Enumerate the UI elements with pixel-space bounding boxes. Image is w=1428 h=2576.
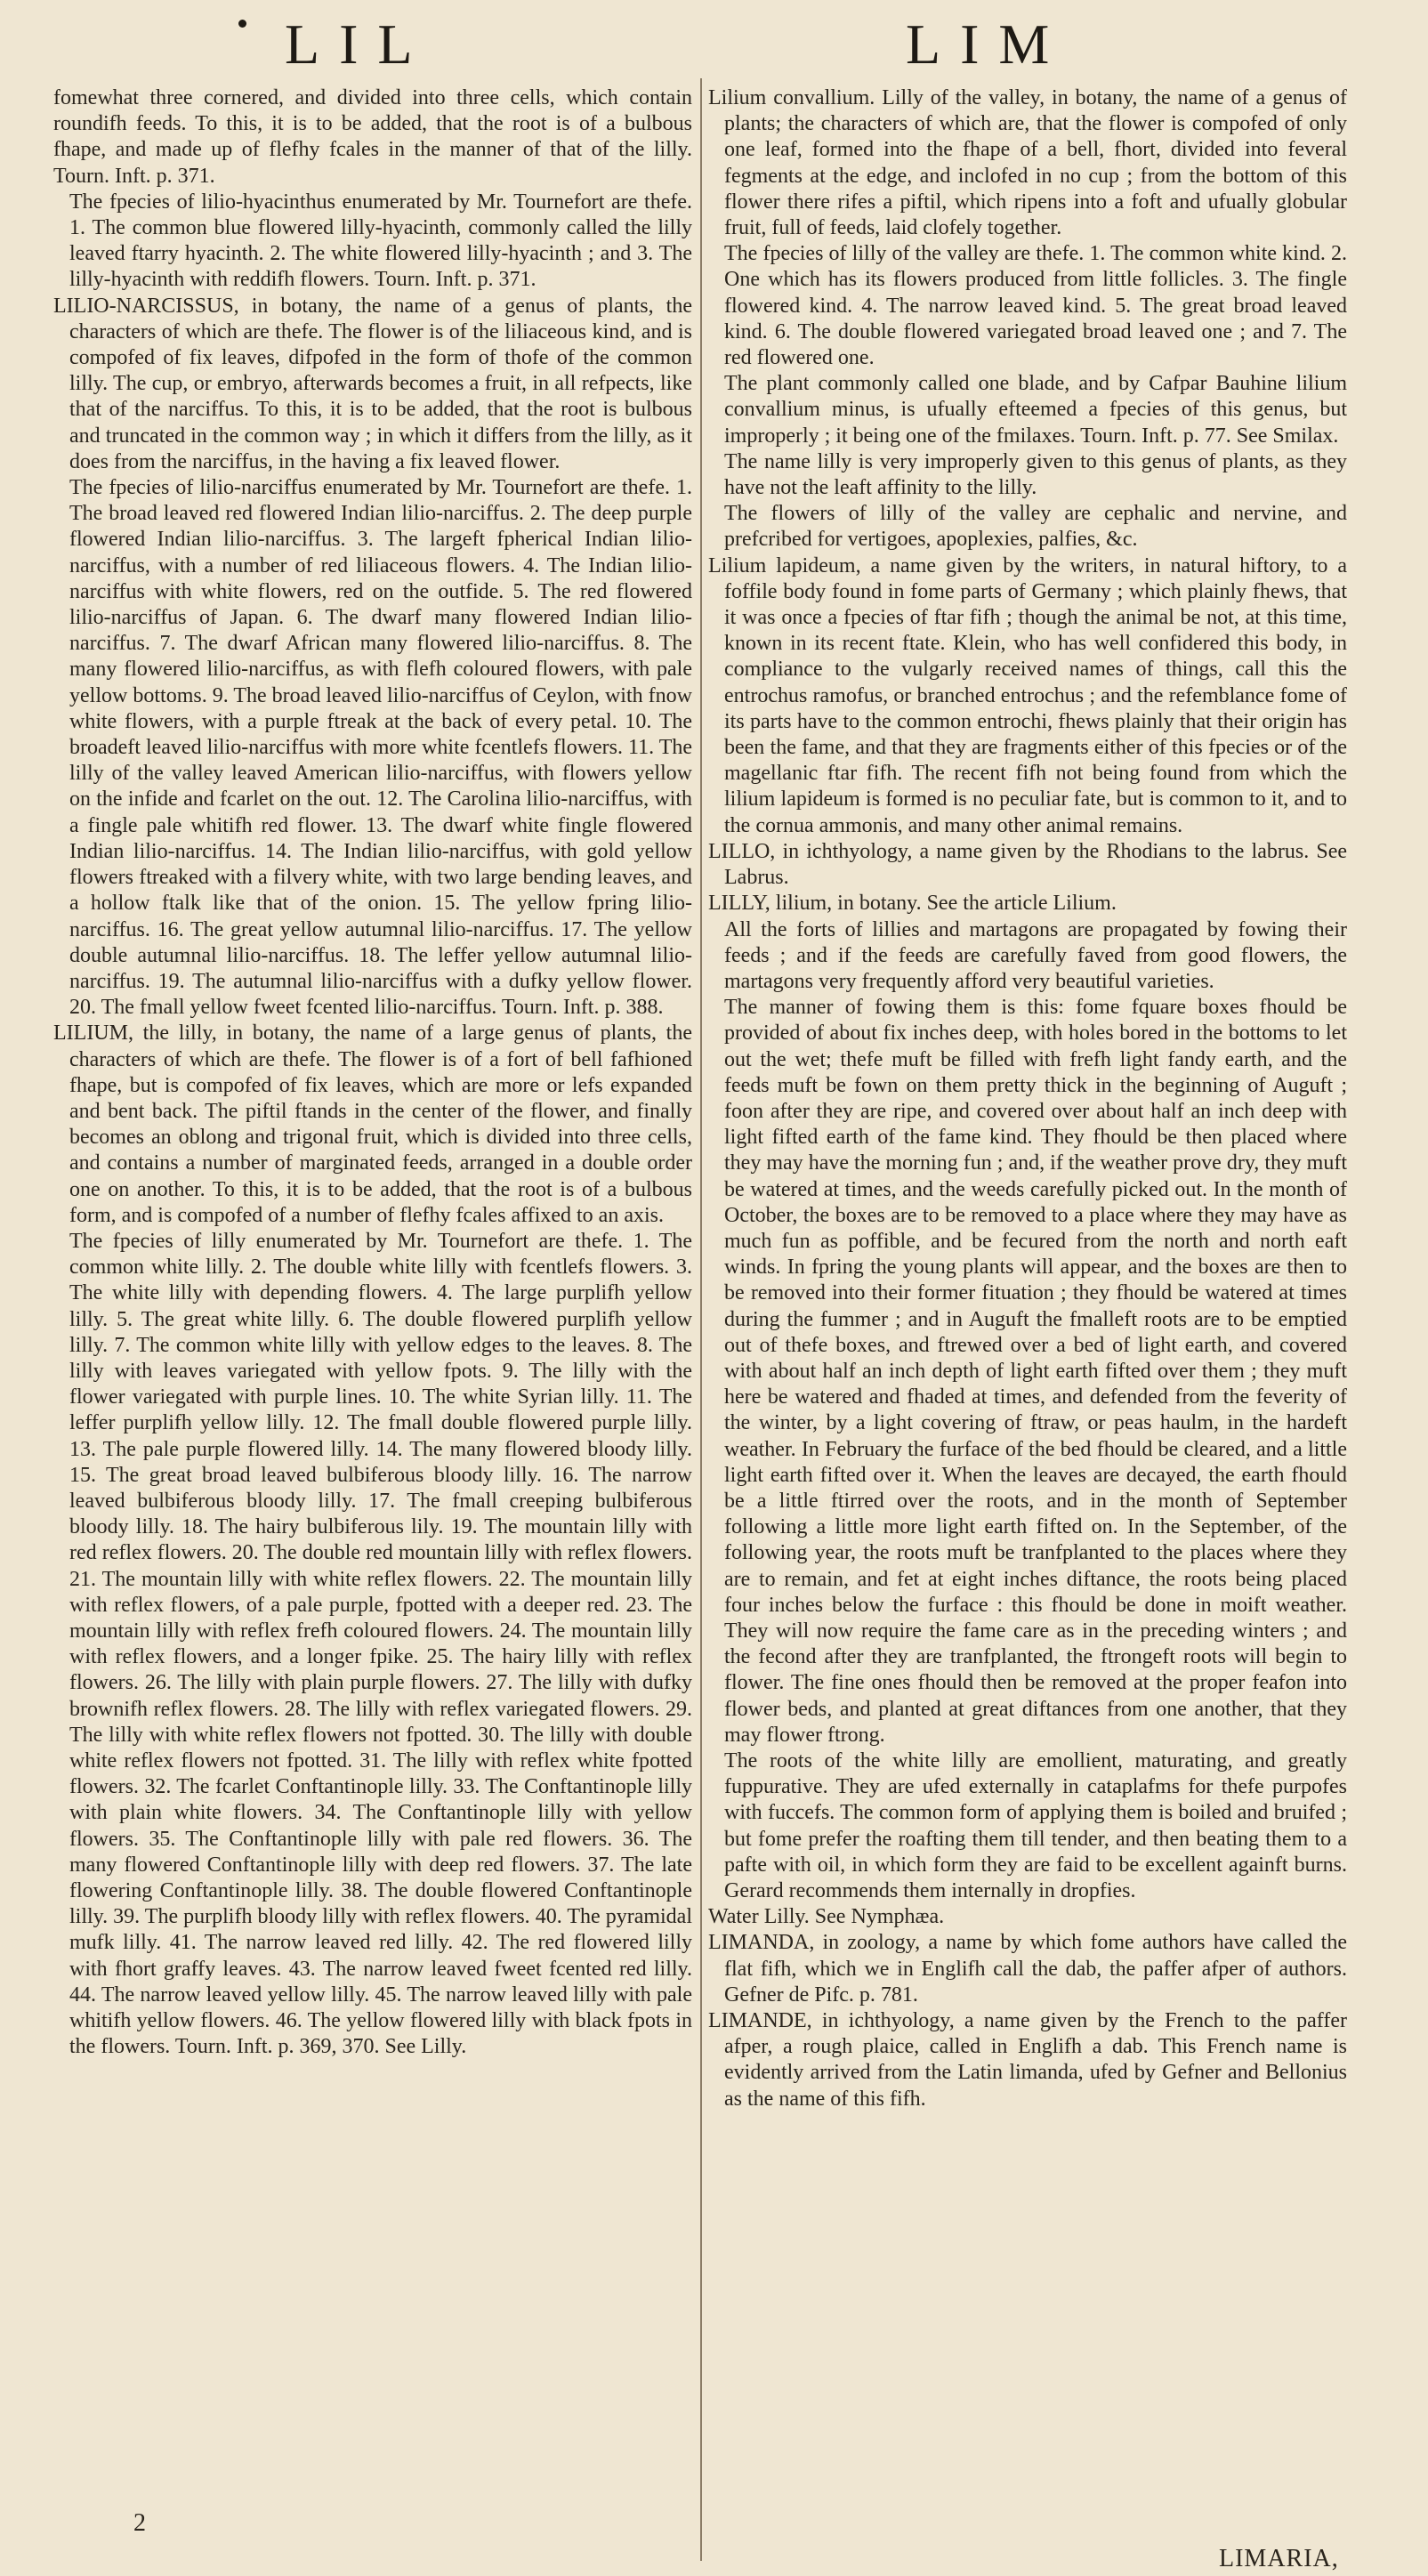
left-column	[53, 85, 692, 2479]
paragraph: The name lilly is very improperly given to this genus of plants, as they have not the leaft affinity to the lilly.	[724, 449, 1347, 500]
entry-lilio-narcissus: LILIO-NARCISSUS, in botany, the name of a genus of plants, the characters of which are thefe. The flower is of the liliaceous kind, and is compofed of fix leaves, difpofed in the form of thofe of the common lilly. The cup, or embryo, afterwards becomes a fruit, in all refpects, like that of the narciffus. To this, it is to be added, that the root is bulbous and truncated in the common way ; in which it differs from the lilly, as it does from the narciffus, in the having a fix leaved flower.	[53, 294, 692, 473]
entry-limanda: LIMANDA, in zoology, a name by which fome authors have called the flat fifh, which we in Englifh call the dab, the paffer afper of authors. Gefner de Pifc. p. 781.	[708, 1931, 1347, 2007]
paragraph: The fpecies of lilly of the valley are thefe. 1. The common white kind. 2. One which has its flowers produced from little follicles. 3. The fingle flowered kind. 4. The narrow leaved kind. 5. The great broad leaved kind. 6. The double flowered variegated broad leaved one ; and 7. The red flowered one.	[724, 242, 1347, 370]
column-divider	[700, 78, 702, 2561]
paragraph: The manner of fowing them is this: fome fquare boxes fhould be provided of about fix inches deep, with holes bored in the bottoms to let out the wet; thefe muft be filled with frefh light fandy earth, and the feeds muft be fown on them pretty thick in the beginning of Auguft ; foon after they are ripe, and covered over about half an inch deep with light fifted earth of the fame kind. They fhould be then placed where they may have the morning fun ; and, if the weather prove dry, they muft be watered at times, and the weeds carefully picked out. In the month of October, the boxes are to be removed to a place where they may have as much fun as poffible, and be fecured from the north and north eaft winds. In fpring the young plants will appear, and the boxes are then to be removed into their former fituation ; they fhould be watered at times during the fummer ; and in Auguft the fmalleft roots are to be emptied out of thefe boxes, and ftrewed over a bed of light earth, and covered with about half an inch depth of light earth fifted over them ; they muft here be watered and fhaded at times, and defended from the feverity of the winter, by a light covering of ftraw, or peas haulm, in the hardeft weather. In February the furface of the bed fhould be cleared, and a little light earth fifted over it. When the leaves are decayed, the earth fhould be a little ftirred over the roots, and in the month of September following a little more light earth fifted on. In the September, of the following year, the roots muft be tranfplanted to the places where they are to remain, and fet at eight inches diftance, the roots being placed four inches below the furface : this fhould be done in moift weather. They will now require the fame care as in the preceding winters ; and the fecond after they are tranfplanted, the ftrongeft roots will begin to flower. The fine ones fhould then be removed at the proper feafon into flower beds, and planted at great diftances from one another, that they may flower ftrong.	[724, 996, 1347, 1747]
entry-limande: LIMANDE, in ichthyology, a name given by the French to the paffer afper, a rough plaice, called in Englifh a dab. This French name is evidently arrived from the Latin limanda, ufed by Gefner and Bellonius as the name of this fifh.	[708, 2009, 1347, 2111]
paragraph: The flowers of lilly of the valley are cephalic and nervine, and prefcribed for vertigoes, apoplexies, palfies, &c.	[724, 502, 1347, 552]
entry-lilium-convallium: Lilium convallium. Lilly of the valley, in botany, the name of a genus of plants; the characters of which are, that the flower is compofed of only one leaf, formed into the fhape of a bell, fhort, divided into feveral fegments at the edge, and inclofed in no cup ; from the bottom of this flower there rifes a piftil, which ripens into a foft and ufually globular fruit, full of feeds, laid clofely together.	[708, 86, 1347, 240]
entry-water-lilly: Water Lilly. See Nymphæa.	[708, 1905, 945, 1929]
entry-lilium: LILIUM, the lilly, in botany, the name of a large genus of plants, the characters of which are thefe. The flower is of a fort of bell fafhioned fhape, but is compofed of fix leaves, which are more or lefs expanded and bent back. The piftil ftands in the center of the flower, and finally becomes an oblong and trigonal fruit, which is divided into three cells, and contains a number of marginated feeds, arranged in a double order one on another. To this, it is to be added, that the root is of a bulbous form, and is compofed of a number of flefhy fcales affixed to an axis.	[53, 1022, 692, 1227]
paragraph: The plant commonly called one blade, and by Cafpar Bauhine lilium convallium minus, is ufually efteemed a fpecies of this genus, but improperly ; it being one of the fmilaxes. Tourn. Inft. p. 77. See Smilax.	[724, 372, 1347, 448]
entry-lilly: LILLY, lilium, in botany. See the article Lilium.	[708, 892, 1117, 916]
catchword: LIMARIA,	[1219, 2545, 1339, 2572]
running-head-left: LIL	[285, 12, 432, 76]
signature-mark: 2	[133, 2509, 146, 2537]
paragraph: The fpecies of lilio-hyacinthus enumerated by Mr. Tournefort are thefe. 1. The common blue flowered lilly-hyacinth, commonly called the lilly leaved ftarry hyacinth. 2. The white flowered lilly-hyacinth ; and 3. The lilly-hyacinth with reddifh flowers. Tourn. Inft. p. 371.	[69, 190, 692, 292]
running-head-right: LIM	[906, 12, 1069, 76]
paragraph: The fpecies of lilio-narciffus enumerated by Mr. Tournefort are thefe. 1. The broad leaved red flowered Indian lilio-narciffus. 2. The deep purple flowered Indian lilio-narciffus. 3. The largeft fpherical Indian lilio-narciffus, with a number of red liliaceous flowers. 4. The Indian lilio-narciffus with white flowers, red on the outfide. 5. The red flowered lilio-narciffus of Japan. 6. The dwarf many flowered Indian lilio-narciffus. 7. The dwarf African many flowered lilio-narciffus. 8. The many flowered lilio-narciffus, as with flefh coloured flowers, with pale yellow bottoms. 9. The broad leaved lilio-narciffus of Ceylon, with fnow white flowers, with a purple ftreak at the back of every petal. 10. The broadeft leaved lilio-narciffus with more white fcentlefs flowers. 11. The lilly of the valley leaved American lilio-narciffus, with flowers yellow on the infide and fcarlet on the out. 12. The Carolina lilio-narciffus, with a fingle pale whitifh red flower. 13. The dwarf white fingle flowered Indian lilio-narciffus. 14. The Indian lilio-narciffus, with gold yellow flowers ftreaked with a filvery white, with two large bending leaves, and a hollow ftalk like that of the onion. 15. The yellow fpring lilio-narciffus. 16. The great yellow autumnal lilio-narciffus. 17. The yellow double autumnal lilio-narciffus. 18. The leffer yellow autumnal lilio-narciffus. 19. The autumnal lilio-narciffus with a dufky yellow flower. 20. The fmall yellow fweet fcented lilio-narciffus. Tourn. Inft. p. 388.	[69, 476, 692, 1020]
paragraph: All the forts of lillies and martagons are propagated by fowing their feeds ; and if the feeds are carefully faved from good flowers, the martagons very frequently afford very beautiful varieties.	[724, 917, 1347, 993]
ornament-dot	[238, 20, 246, 28]
paragraph: The fpecies of lilly enumerated by Mr. Tournefort are thefe. 1. The common white lilly. 2. The double white lilly with fcentlefs flowers. 3. The white lilly with depending flowers. 4. The large purplifh yellow lilly. 5. The great white lilly. 6. The double flowered purplifh yellow lilly. 7. The common white lilly with yellow edges to the leaves. 8. The lilly with leaves variegated with yellow fpots. 9. The lilly with the flower variegated with purple lines. 10. The white Syrian lilly. 11. The leffer purplifh yellow lilly. 12. The fmall double flowered purple lilly. 13. The pale purple flowered lilly. 14. The many flowered bloody lilly. 15. The great broad leaved bulbiferous bloody lilly. 16. The narrow leaved bulbiferous bloody lilly. 17. The fmall creeping bulbiferous bloody lilly. 18. The hairy bulbiferous lily. 19. The mountain lilly with red reflex flowers. 20. The double red mountain lilly with reflex flowers. 21. The mountain lilly with white reflex flowers. 22. The mountain lilly with reflex flowers, of a pale purple, fpotted with a deeper red. 23. The mountain lilly with reflex frefh coloured flowers. 24. The mountain lilly with reflex flowers, and a longer fpike. 25. The hairy lilly with reflex flowers. 26. The lilly with plain purple flowers. 27. The lilly with dufky brownifh reflex flowers. 28. The lilly with reflex variegated flowers. 29. The lilly with white reflex flowers not fpotted. 30. The lilly with double white reflex flowers not fpotted. 31. The lilly with reflex white fpotted flowers. 32. The fcarlet Conftantinople lilly. 33. The Conftantinople lilly with plain white flowers. 34. The Conftantinople lilly with yellow flowers. 35. The Conftantinople lilly with pale red flowers. 36. The many flowered Conftantinople lilly with deep red flowers. 37. The late flowering Conftantinople lilly. 38. The double flowered Conftantinople lilly. 39. The purplifh bloody lilly with reflex flowers. 40. The pyramidal mufk lilly. 41. The narrow leaved red lilly. 42. The red flowered lilly with fhort graffy leaves. 43. The narrow leaved fweet fcented red lilly. 44. The narrow leaved yellow lilly. 45. The narrow leaved lilly with pale whitifh yellow flowers. 46. The yellow flowered lilly with black fpots in the flowers. Tourn. Inft. p. 369, 370. See Lilly.	[69, 1229, 692, 2059]
right-column	[708, 85, 1347, 2524]
paragraph: The roots of the white lilly are emollient, maturating, and greatly fuppurative. They are ufed externally in cataplafms for thefe purpofes with fuccefs. The common form of applying them is boiled and bruifed ; but fome prefer the roafting them till tender, and then beating them to a pafte with oil, in which form they are faid to be excellent againft burns. Gerard recommends them internally in dropfies.	[724, 1749, 1347, 1903]
entry-lillo: LILLO, in ichthyology, a name given by the Rhodians to the labrus. See Labrus.	[708, 839, 1347, 890]
paragraph: fomewhat three cornered, and divided into three cells, which contain roundifh feeds. To this, it is to be added, that the root is of a bulbous fhape, and made up of flefhy fcales in the manner of that of the lilly. Tourn. Inft. p. 371.	[53, 86, 692, 188]
entry-lilium-lapideum: Lilium lapideum, a name given by the writers, in natural hiftory, to a foffile body found in fome parts of Germany ; which plainly fhews, that it was once a fpecies of ftar fifh ; though the animal be not, at this time, known in its recent ftate. Klein, who has well confidered this body, in compliance to the vulgarly received names of things, call this the entrochus ramofus, or branched entrochus ; and the refemblance fome of its parts have to the common entrochi, fhews plainly that their origin has been the fame, and that they are fragments either of this fpecies or of the magellanic ftar fifh. The recent fifh not being found from which the lilium lapideum is formed is no peculiar fate, but is common to it, and to the cornua ammonis, and many other animal remains.	[708, 553, 1347, 837]
